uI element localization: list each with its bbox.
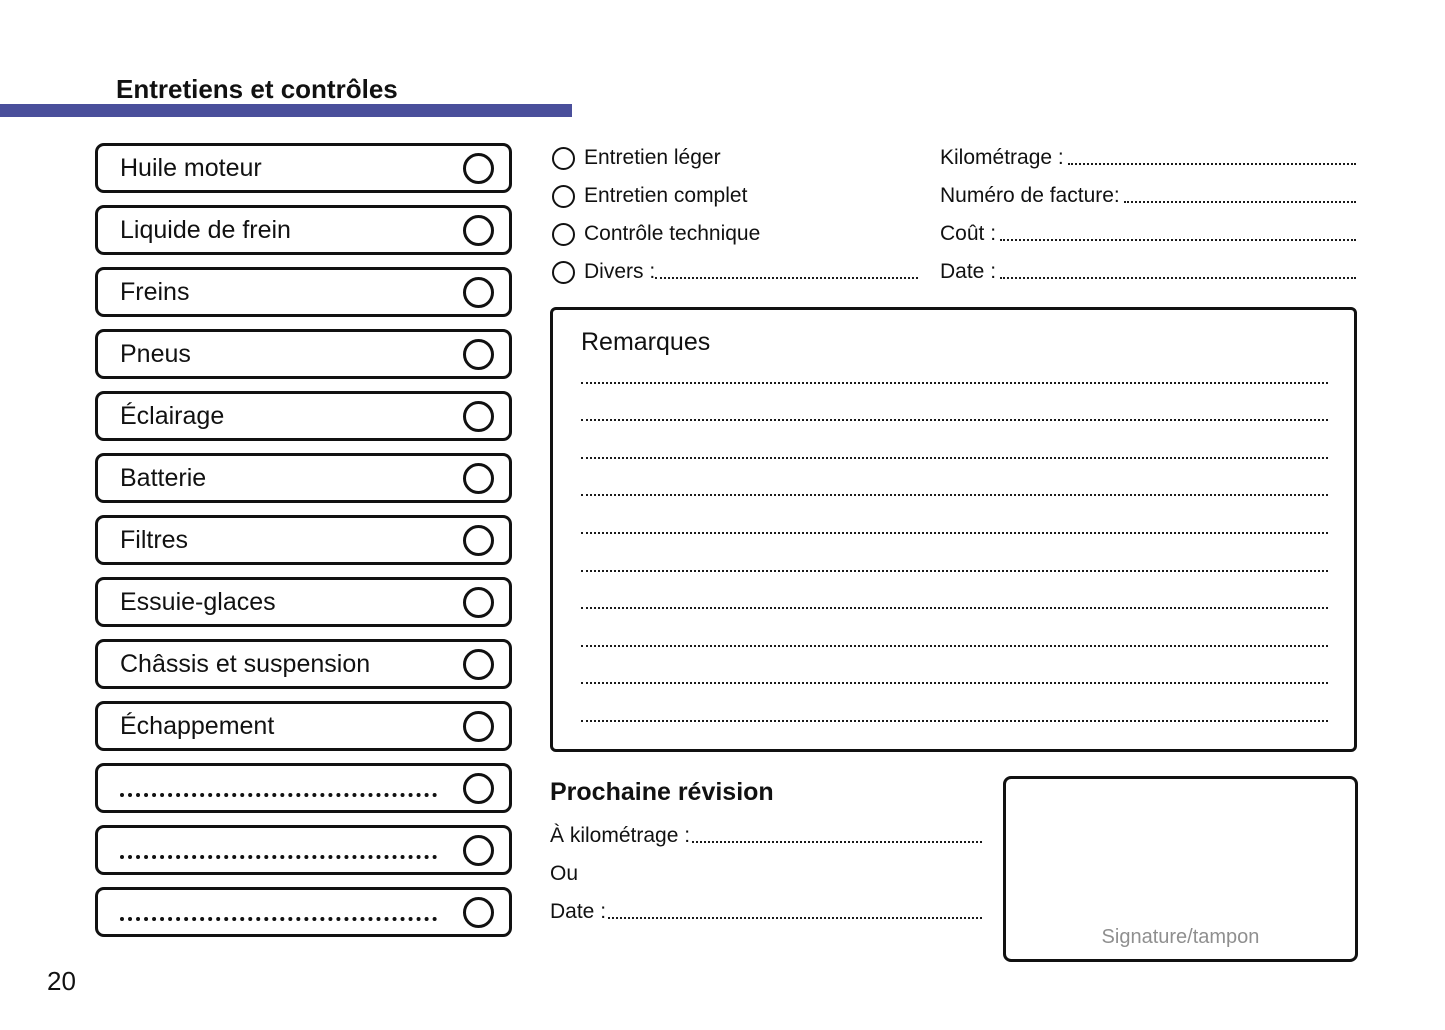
remarks-lines: [581, 346, 1328, 722]
write-in-line[interactable]: [1000, 277, 1356, 279]
checklist-row-blank-2: [95, 825, 512, 875]
option-label: Entretien léger: [584, 146, 721, 169]
radio-circle[interactable]: [552, 147, 575, 170]
signature-label: Signature/tampon: [1101, 926, 1260, 948]
signature-box[interactable]: [1003, 776, 1358, 962]
service-type-options: [552, 139, 918, 291]
checklist-item-label: Freins: [120, 277, 190, 306]
field-date: [940, 253, 1356, 291]
option-divers: [552, 253, 918, 291]
option-label: Divers :: [584, 260, 656, 283]
checklist-row-liquide-de-frein: [95, 205, 512, 255]
checklist-item-label: Châssis et suspension: [120, 649, 371, 678]
remarks-line[interactable]: [581, 459, 1328, 497]
checklist-row-batterie: [95, 453, 512, 503]
next-service-km-row: [550, 817, 982, 855]
check-circle[interactable]: [463, 339, 494, 370]
check-circle[interactable]: [463, 153, 494, 184]
radio-circle[interactable]: [552, 185, 575, 208]
accent-bar: [0, 104, 572, 117]
write-in-line[interactable]: [120, 917, 437, 921]
field-label: Ou: [550, 862, 579, 885]
option-controle-technique: [552, 215, 918, 253]
check-circle[interactable]: [463, 711, 494, 742]
radio-circle[interactable]: [552, 223, 575, 246]
field-cout: [940, 215, 1356, 253]
page-title: Entretiens et contrôles: [116, 74, 398, 104]
checklist-item-label: Éclairage: [120, 401, 225, 430]
option-entretien-complet: [552, 177, 918, 215]
remarks-line[interactable]: [581, 496, 1328, 534]
checklist-row-blank-1: [95, 763, 512, 813]
checklist-row-freins: [95, 267, 512, 317]
checklist-item-label: Échappement: [120, 711, 275, 740]
radio-circle[interactable]: [552, 261, 575, 284]
field-label: Date :: [550, 900, 607, 923]
checklist-item-label: Huile moteur: [120, 153, 262, 182]
field-label: Numéro de facture:: [940, 184, 1120, 207]
field-label: Date :: [940, 260, 997, 283]
check-circle[interactable]: [463, 587, 494, 618]
write-in-line[interactable]: [655, 277, 918, 279]
field-label: Kilométrage :: [940, 146, 1064, 169]
inspection-checklist: [95, 143, 512, 949]
field-numero-de-facture: [940, 177, 1356, 215]
write-in-line[interactable]: [1000, 239, 1356, 241]
checklist-row-huile-moteur: [95, 143, 512, 193]
checklist-row-essuie-glaces: [95, 577, 512, 627]
write-in-line[interactable]: [1068, 163, 1356, 165]
next-service-section: [550, 778, 982, 931]
write-in-line[interactable]: [120, 855, 437, 859]
record-fields: [940, 139, 1356, 291]
check-circle[interactable]: [463, 525, 494, 556]
remarks-line[interactable]: [581, 609, 1328, 647]
field-label: À kilométrage :: [550, 824, 691, 847]
remarks-line[interactable]: [581, 684, 1328, 722]
page-number: 20: [47, 966, 76, 996]
checklist-item-label: Pneus: [120, 339, 191, 368]
next-service-or-row: [550, 855, 982, 893]
checklist-item-label: Filtres: [120, 525, 189, 554]
checklist-row-pneus: [95, 329, 512, 379]
remarks-line[interactable]: [581, 421, 1328, 459]
check-circle[interactable]: [463, 277, 494, 308]
checklist-row-chassis-et-suspension: [95, 639, 512, 689]
checklist-row-filtres: [95, 515, 512, 565]
check-circle[interactable]: [463, 897, 494, 928]
remarks-line[interactable]: [581, 534, 1328, 572]
checklist-item-label: Essuie-glaces: [120, 587, 276, 616]
remarks-line[interactable]: [581, 384, 1328, 422]
checklist-row-blank-3: [95, 887, 512, 937]
option-entretien-leger: [552, 139, 918, 177]
option-label: Entretien complet: [584, 184, 748, 207]
checklist-item-label: Liquide de frein: [120, 215, 291, 244]
checklist-item-label: Batterie: [120, 463, 207, 492]
remarks-title: Remarques: [581, 328, 711, 356]
check-circle[interactable]: [463, 463, 494, 494]
remarks-line[interactable]: [581, 346, 1328, 384]
check-circle[interactable]: [463, 835, 494, 866]
write-in-line[interactable]: [692, 841, 982, 843]
option-label: Contrôle technique: [584, 222, 761, 245]
next-service-date-row: [550, 893, 982, 931]
remarks-line[interactable]: [581, 647, 1328, 685]
write-in-line[interactable]: [1124, 201, 1356, 203]
check-circle[interactable]: [463, 773, 494, 804]
check-circle[interactable]: [463, 215, 494, 246]
field-label: Coût :: [940, 222, 997, 245]
write-in-line[interactable]: [608, 917, 982, 919]
check-circle[interactable]: [463, 649, 494, 680]
next-service-title: Prochaine révision: [550, 778, 774, 806]
remarks-box: [550, 307, 1357, 752]
checklist-row-echappement: [95, 701, 512, 751]
field-kilometrage: [940, 139, 1356, 177]
checklist-row-eclairage: [95, 391, 512, 441]
remarks-line[interactable]: [581, 572, 1328, 610]
check-circle[interactable]: [463, 401, 494, 432]
write-in-line[interactable]: [120, 793, 437, 797]
